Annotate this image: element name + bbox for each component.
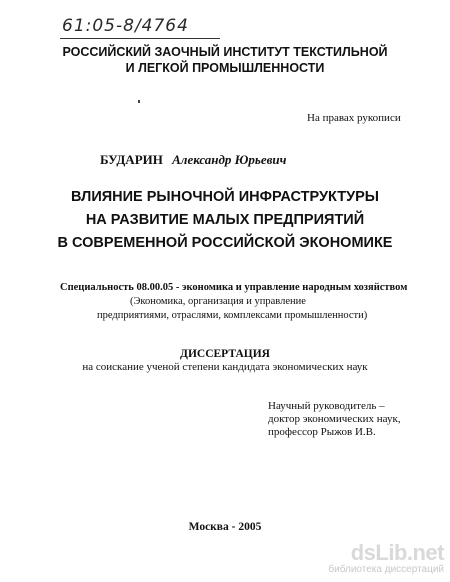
dslib-watermark	[324, 540, 444, 578]
author-given-names: Александр Юрьевич	[172, 152, 287, 167]
specialty-line-2: (Экономика, организация и управление	[130, 296, 306, 307]
supervisor-line-2: доктор экономических наук,	[268, 413, 401, 425]
title-line-1: ВЛИЯНИЕ РЫНОЧНОЙ ИНФРАСТРУКТУРЫ	[71, 189, 379, 205]
institute-line-2: И ЛЕГКОЙ ПРОМЫШЛЕННОСТИ	[125, 61, 325, 75]
watermark-subtitle: библиотека диссертаций	[328, 564, 444, 575]
rights-note: На правах рукописи	[307, 112, 401, 124]
title-line-3: В СОВРЕМЕННОЙ РОССИЙСКОЙ ЭКОНОМИКЕ	[57, 235, 393, 251]
handwritten-catalog-number: 61:05-8/4764	[62, 16, 189, 36]
author	[100, 152, 286, 168]
supervisor-line-3: профессор Рыжов И.В.	[268, 426, 376, 438]
title-line-2: НА РАЗВИТИЕ МАЛЫХ ПРЕДПРИЯТИЙ	[85, 212, 365, 228]
dissertation-subtitle: на соискание ученой степени кандидата экономических наук	[82, 361, 368, 373]
institute-line-1: РОССИЙСКИЙ ЗАОЧНЫЙ ИНСТИТУТ ТЕКСТИЛЬНОЙ	[62, 45, 388, 59]
watermark-logo-text: dsLib.net	[350, 540, 444, 565]
handwritten-underline	[60, 38, 220, 39]
city-year: Москва - 2005	[188, 521, 262, 533]
author-surname: БУДАРИН	[100, 152, 163, 167]
specialty-line-1: Специальность 08.00.05 - экономика и управление народным хозяйством	[60, 282, 408, 293]
supervisor-line-1: Научный руководитель –	[268, 400, 385, 412]
specialty-line-3: предприятиями, отраслями, комплексами промышленности)	[97, 310, 368, 321]
dissertation-heading: ДИССЕРТАЦИЯ	[180, 348, 270, 360]
speck-mark	[138, 100, 140, 103]
